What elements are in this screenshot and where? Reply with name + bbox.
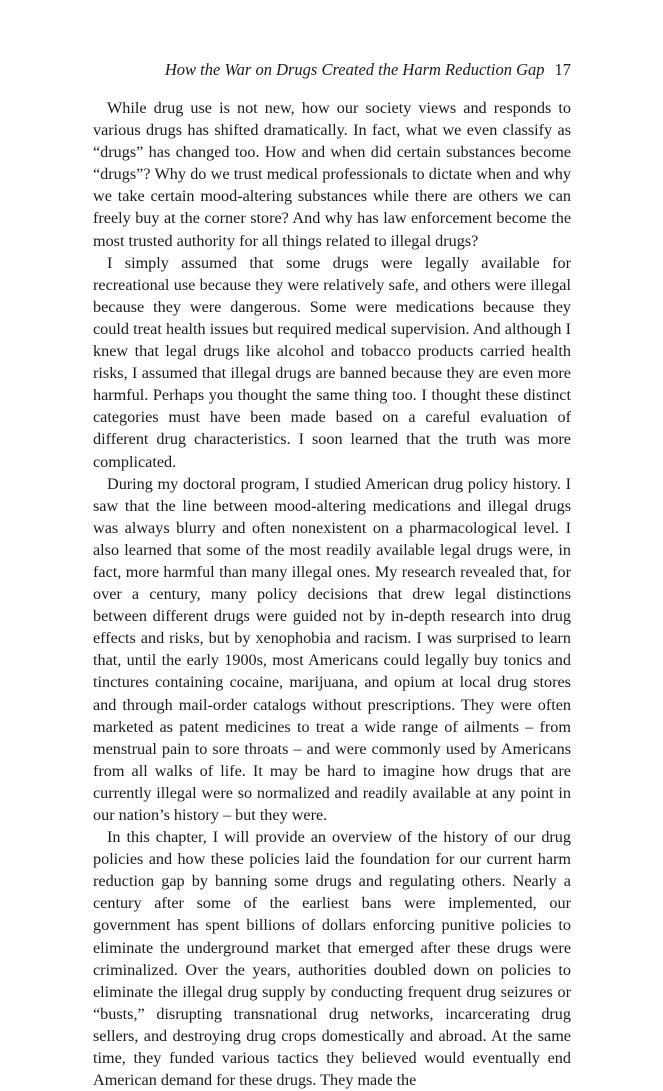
page-number: 17 <box>554 60 571 79</box>
paragraph: In this chapter, I will provide an overview of the history of our drug policies and how these policies laid the foundation for our current harm reduction gap by banning some drugs and regulating others. Nearly a century after some of the earliest bans were implemented, our government has spent billions of dollars enforcing punitive policies to eliminate the underground market that emerged after these drugs were criminalized. Over the years, authorities doubled down on policies to eliminate the illegal drug supply by conducting frequent drug seizures or “busts,” disrupting transnational drug networks, incarcerating drug sellers, and destroying drug crops domestically and abroad. At the same time, they funded various tactics they believed would eventually end American demand for these drugs. They made the <box>93 828 571 1090</box>
running-title: How the War on Drugs Created the Harm Reduction Gap <box>164 60 545 79</box>
paragraph: While drug use is not new, how our society views and responds to various drugs has shifted dramatically. In fact, what we even classify as “drugs” has changed too. How and when did certain substances become “drugs”? Why do we trust medical professionals to dictate when and why we take certain mood-altering substances while there are others we can freely buy at the corner store? And why has law enforcement become the most trusted authority for all things related to illegal drugs? <box>93 99 571 250</box>
running-head <box>165 60 571 80</box>
body-text <box>93 97 571 1091</box>
paragraph: I simply assumed that some drugs were legally available for recreational use because they were relatively safe, and others were illegal because they were dangerous. Some were medications because they could treat health issues but required medical supervision. And although I knew that legal drugs like alcohol and tobacco products carried health risks, I assumed that illegal drugs are banned because they are even more harmful. Perhaps you thought the same thing too. I thought these distinct categories must have been made based on a careful evaluation of different drug characteristics. I soon learned that the truth was more complicated. <box>93 253 571 471</box>
paragraph: During my doctoral program, I studied American drug policy history. I saw that the line between mood-altering medications and illegal drugs was always blurry and often nonexistent on a pharmacological level. I also learned that some of the most readily available legal drugs were, in fact, more harmful than many illegal ones. My research revealed that, for over a century, many policy decisions that drew legal distinctions between different drugs were guided not by in-depth research into drug effects and risks, but by xenophobia and racism. I was surprised to learn that, until the early 1900s, most Americans could legally buy tonics and tinctures containing cocaine, marijuana, and opium at local drug stores and through mail-order catalogs without prescriptions. They were often marketed as patent medicines to treat a wide range of ailments – from menstrual pain to sore throats – and were commonly used by Americans from all walks of life. It may be hard to imagine how drugs that are currently illegal were so normalized and readily available at any point in our nation’s history – but they were. <box>93 474 571 824</box>
